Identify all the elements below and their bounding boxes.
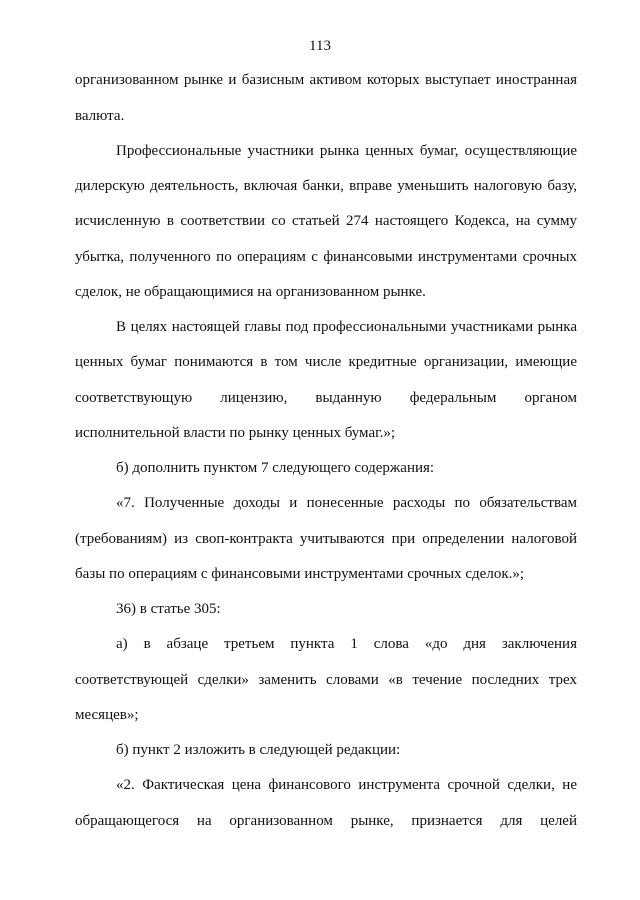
text-line: а) в абзаце третьем пункта 1 слова «до дня заключения	[116, 636, 577, 652]
text-line: исчисленную в соответствии со статьей 274 настоящего Кодекса, на сумму	[75, 213, 577, 229]
text-line: соответствующую лицензию, выданную федеральным органом	[75, 390, 577, 406]
text-line: сделок, не обращающимися на организованном рынке.	[75, 284, 426, 300]
text-line: ценных бумаг понимаются в том числе кредитные организации, имеющие	[75, 354, 577, 370]
text-line: дилерскую деятельность, включая банки, вправе уменьшить налоговую базу,	[75, 178, 577, 194]
text-line: (требованиям) из своп-контракта учитываются при определении налоговой	[75, 531, 577, 547]
text-line: обращающегося на организованном рынке, признается для целей	[75, 813, 577, 829]
text-line: месяцев»;	[75, 707, 139, 723]
text-line: организованном рынке и базисным активом которых выступает иностранная	[75, 72, 577, 88]
text-line: Профессиональные участники рынка ценных бумаг, осуществляющие	[116, 143, 577, 159]
text-line: В целях настоящей главы под профессиональными участниками рынка	[116, 319, 577, 335]
text-line: б) пункт 2 изложить в следующей редакции:	[116, 742, 401, 758]
text-line: б) дополнить пунктом 7 следующего содержания:	[116, 460, 435, 476]
text-line: соответствующей сделки» заменить словами «в течение последних трех	[75, 672, 577, 688]
page-number: 113	[309, 38, 331, 54]
text-line: «2. Фактическая цена финансового инструмента срочной сделки, не	[116, 777, 577, 793]
text-line: валюта.	[75, 108, 125, 124]
text-line: исполнительной власти по рынку ценных бумаг.»;	[75, 425, 395, 441]
text-line: «7. Полученные доходы и понесенные расходы по обязательствам	[116, 495, 577, 511]
text-line: базы по операциям с финансовыми инструментами срочных сделок.»;	[75, 566, 525, 582]
text-line: убытка, полученного по операциям с финансовыми инструментами срочных	[75, 249, 577, 265]
text-line: 36) в статье 305:	[116, 601, 221, 617]
